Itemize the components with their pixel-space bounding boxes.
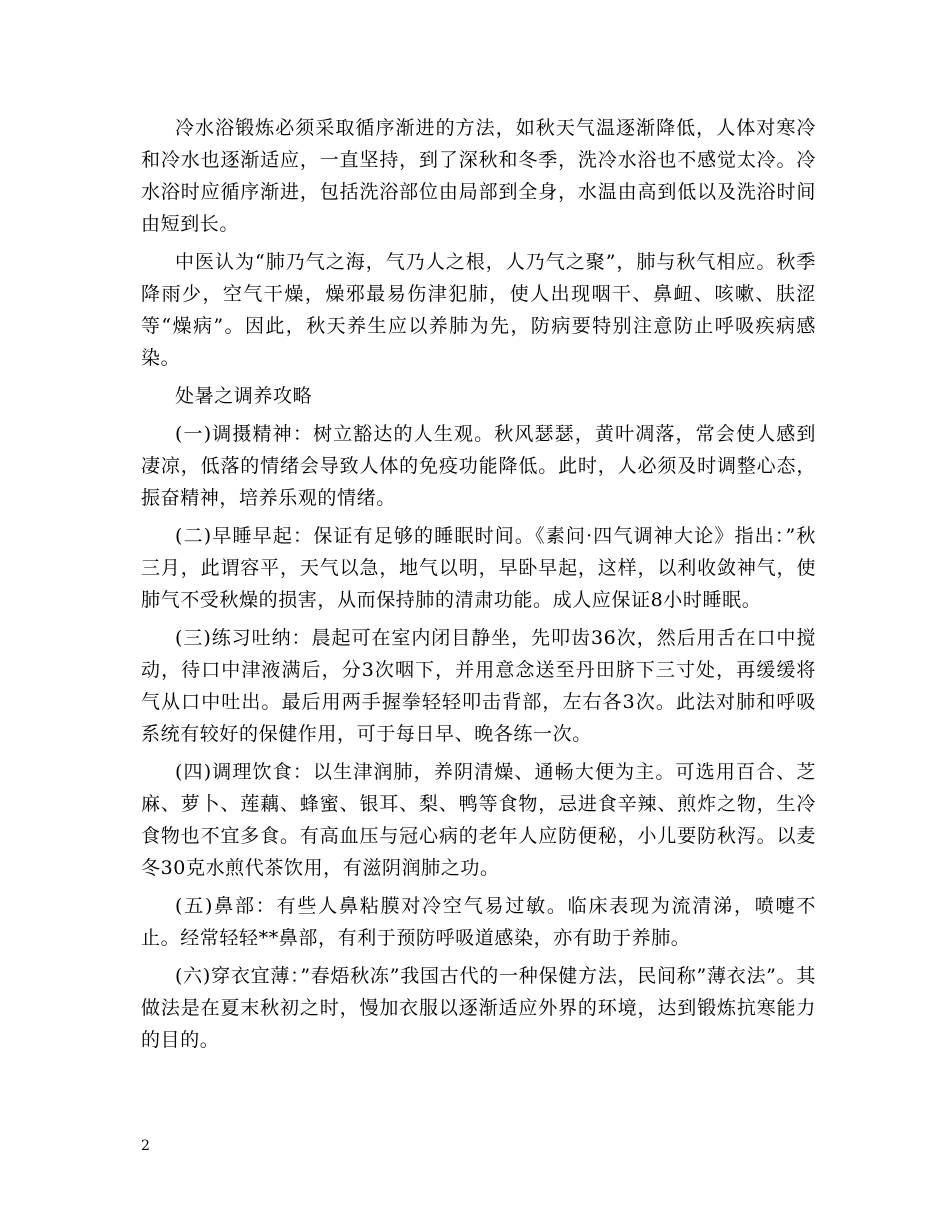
list-item-sleep: (二)早睡早起：保证有足够的睡眠时间。《素问·四气调神大论》指出：”秋三月，此谓容平，天气以急，地气以明，早卧早起，这样，以利收敛神气，使肺气不受秋燥的损害，从而保持肺的清肃功能。成人应保证8小时睡眠。 — [141, 525, 816, 611]
paragraph-cold-bath: 冷水浴锻炼必须采取循序渐进的方法，如秋天气温逐渐降低，人体对寒冷和冷水也逐渐适应，一直坚持，到了深秋和冬季，洗冷水浴也不感觉太冷。冷水浴时应循序渐进，包括洗浴部位由局部到全身，水温由高到低以及洗浴时间由短到长。 — [141, 117, 816, 235]
section-title: 处暑之调养攻略 — [175, 385, 313, 407]
list-item-diet: (四)调理饮食：以生津润肺，养阴清燥、通畅大便为主。可选用百合、芝麻、萝卜、莲藕、蜂蜜、银耳、梨、鸭等食物，忌进食辛辣、煎炸之物，生冷食物也不宜多食。有高血压与冠心病的老年人应防便秘，小儿要防秋泻。以麦冬30克水煎代茶饮用，有滋阴润肺之功。 — [141, 761, 816, 879]
list-item-spirit: (一)调摄精神：树立豁达的人生观。秋风瑟瑟，黄叶凋落，常会使人感到凄凉，低落的情绪会导致人体的免疫功能降低。此时，人必须及时调整心态，振奋精神，培养乐观的情绪。 — [141, 423, 816, 509]
list-item-breathing: (三)练习吐纳：晨起可在室内闭目静坐，先叩齿36次，然后用舌在口中搅动，待口中津液满后，分3次咽下，并用意念送至丹田脐下三寸处，再缓缓将气从口中吐出。最后用两手握拳轻轻叩击背部，左右各3次。此法对肺和呼吸系统有较好的保健作用，可于每日早、晚各练一次。 — [141, 627, 816, 745]
page-number: 2 — [141, 1138, 150, 1154]
list-item-nose: (五)鼻部：有些人鼻粘膜对冷空气易过敏。临床表现为流清涕，喷嚏不止。经常轻轻**鼻部，有利于预防呼吸道感染，亦有助于养肺。 — [141, 895, 816, 949]
list-item-clothing: (六)穿衣宜薄：”春焐秋冻”我国古代的一种保健方法，民间称”薄衣法”。其做法是在夏末秋初之时，慢加衣服以逐渐适应外界的环境，达到锻炼抗寒能力的目的。 — [141, 965, 816, 1051]
paragraph-tcm-lung: 中医认为“肺乃气之海，气乃人之根，人乃气之聚”，肺与秋气相应。秋季降雨少，空气干燥，燥邪最易伤津犯肺，使人出现咽干、鼻衄、咳嗽、肤涩等“燥病”。因此，秋天养生应以养肺为先，防病要特别注意防止呼吸疾病感染。 — [141, 251, 816, 369]
document-body — [141, 112, 816, 1062]
